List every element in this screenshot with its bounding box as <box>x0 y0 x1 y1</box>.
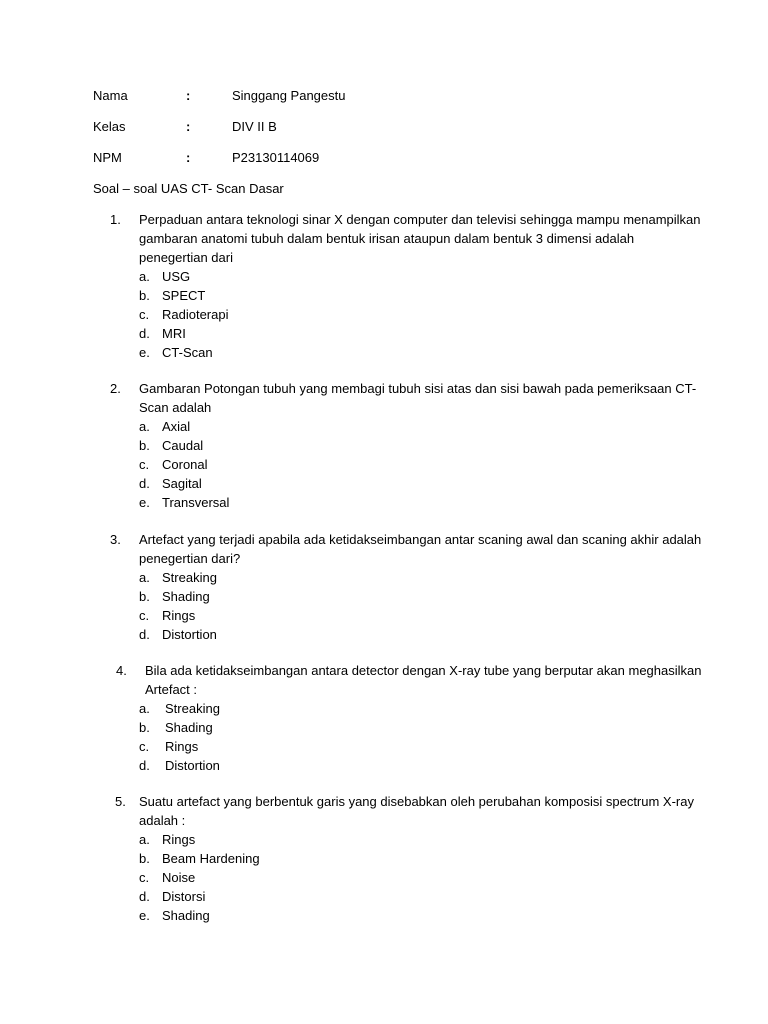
option-letter: a. <box>139 701 150 716</box>
document-title: Soal – soal UAS CT- Scan Dasar <box>93 181 284 196</box>
option-text: Sagital <box>162 476 202 491</box>
option-letter: c. <box>139 457 150 472</box>
option-text: Radioterapi <box>162 307 229 322</box>
option-item <box>139 324 639 343</box>
option-item <box>139 267 639 286</box>
option-list <box>139 417 639 512</box>
option-text: Coronal <box>162 457 208 472</box>
header-colon: : <box>186 119 191 134</box>
header-row-nama <box>93 86 693 106</box>
question-number: 2. <box>110 381 121 396</box>
option-item <box>139 830 639 849</box>
option-text: MRI <box>162 326 186 341</box>
option-list <box>139 568 639 644</box>
option-text: CT-Scan <box>162 345 213 360</box>
question-text: Suatu artefact yang berbentuk garis yang disebabkan oleh perubahan komposisi spectrum X-ray adalah : <box>139 794 694 828</box>
question-number: 4. <box>116 663 127 678</box>
option-list <box>139 830 639 925</box>
option-item <box>139 474 639 493</box>
header-label: Nama <box>93 88 128 103</box>
question-text: Perpaduan antara teknologi sinar X dengan computer dan televisi sehingga mampu menampilkan gambaran anatomi tubuh dalam bentuk irisan ataupun dalam bentuk 3 dimensi adalah penegertian dari <box>139 212 701 265</box>
option-text: Rings <box>165 739 199 754</box>
header-value: DIV II B <box>232 119 277 134</box>
option-letter: e. <box>139 495 150 510</box>
option-letter: d. <box>139 627 150 642</box>
option-text: Distorsi <box>162 889 206 904</box>
option-item <box>139 417 639 436</box>
option-letter: c. <box>139 870 150 885</box>
option-item <box>139 305 639 324</box>
question-number: 1. <box>110 212 121 227</box>
question-text: Gambaran Potongan tubuh yang membagi tubuh sisi atas dan sisi bawah pada pemeriksaan CT-Scan adalah <box>139 381 697 415</box>
option-letter: d. <box>139 889 150 904</box>
header-row-kelas <box>93 117 693 137</box>
option-item <box>139 699 639 718</box>
option-item <box>139 756 639 775</box>
option-letter: c. <box>139 608 150 623</box>
option-letter: a. <box>139 832 150 847</box>
header-value: P23130114069 <box>232 150 320 165</box>
header-colon: : <box>186 88 191 103</box>
option-item <box>139 455 639 474</box>
option-letter: e. <box>139 908 150 923</box>
option-text: Distortion <box>165 758 220 773</box>
option-text: Axial <box>162 419 191 434</box>
option-item <box>139 906 639 925</box>
option-letter: b. <box>139 851 150 866</box>
option-item <box>139 887 639 906</box>
option-item <box>139 568 639 587</box>
option-text: Streaking <box>162 570 217 585</box>
option-item <box>139 606 639 625</box>
option-letter: a. <box>139 269 150 284</box>
option-item <box>139 718 639 737</box>
option-letter: b. <box>139 288 150 303</box>
question-text: Artefact yang terjadi apabila ada ketidakseimbangan antar scaning awal dan scaning akhir adalah penegertian dari? <box>139 532 702 566</box>
option-letter: c. <box>139 739 150 754</box>
option-letter: d. <box>139 476 150 491</box>
option-item <box>139 493 639 512</box>
option-letter: e. <box>139 345 150 360</box>
option-item <box>139 849 639 868</box>
option-text: Shading <box>162 589 210 604</box>
option-letter: a. <box>139 570 150 585</box>
question-text: Bila ada ketidakseimbangan antara detector dengan X-ray tube yang berputar akan meghasilkan Artefact : <box>145 663 702 697</box>
question-number: 5. <box>115 794 126 809</box>
option-letter: b. <box>139 438 150 453</box>
option-text: Shading <box>162 908 210 923</box>
option-text: Transversal <box>162 495 230 510</box>
option-letter: d. <box>139 758 150 773</box>
option-text: Rings <box>162 608 196 623</box>
option-list <box>139 699 639 775</box>
option-list <box>139 267 639 362</box>
option-text: Beam Hardening <box>162 851 260 866</box>
option-text: Rings <box>162 832 196 847</box>
option-item <box>139 436 639 455</box>
option-item <box>139 587 639 606</box>
option-text: Distortion <box>162 627 217 642</box>
option-text: Noise <box>162 870 196 885</box>
option-letter: b. <box>139 720 150 735</box>
option-item <box>139 625 639 644</box>
option-item <box>139 343 639 362</box>
option-text: Streaking <box>165 701 220 716</box>
header-row-npm <box>93 148 693 168</box>
option-letter: d. <box>139 326 150 341</box>
option-text: SPECT <box>162 288 206 303</box>
header-value: Singgang Pangestu <box>232 88 346 103</box>
header-label: NPM <box>93 150 122 165</box>
option-item <box>139 868 639 887</box>
option-letter: a. <box>139 419 150 434</box>
header-colon: : <box>186 150 191 165</box>
option-text: Caudal <box>162 438 204 453</box>
option-letter: c. <box>139 307 150 322</box>
question-number: 3. <box>110 532 121 547</box>
option-text: USG <box>162 269 191 284</box>
header-label: Kelas <box>93 119 126 134</box>
option-text: Shading <box>165 720 213 735</box>
option-letter: b. <box>139 589 150 604</box>
option-item <box>139 286 639 305</box>
option-item <box>139 737 639 756</box>
